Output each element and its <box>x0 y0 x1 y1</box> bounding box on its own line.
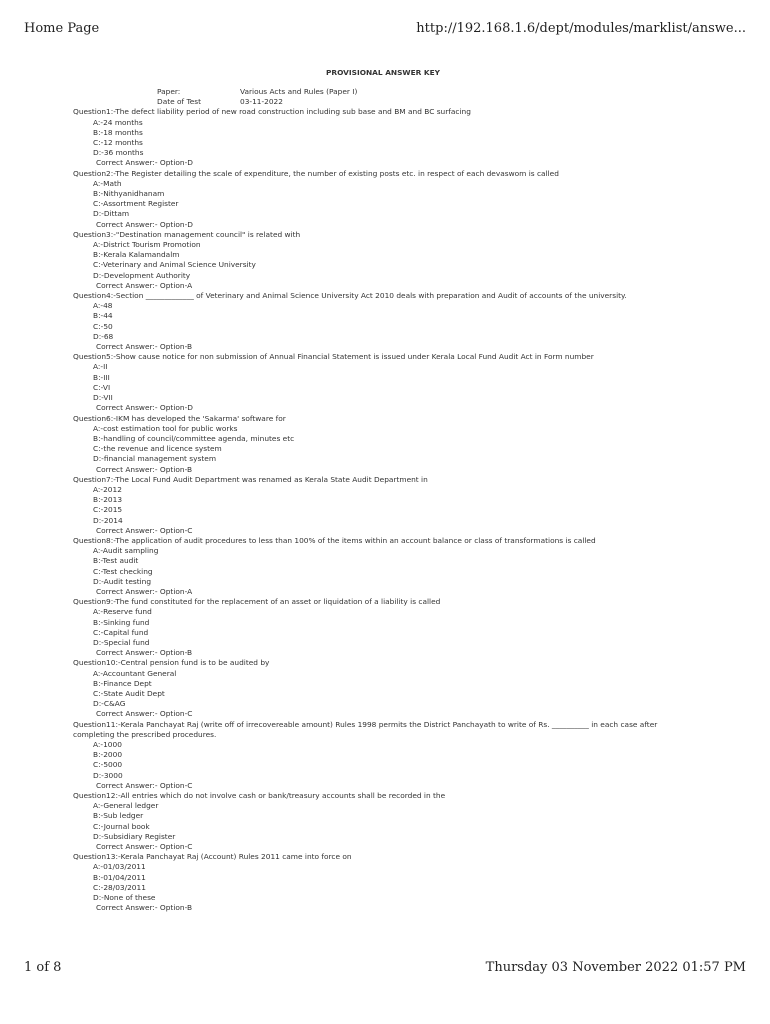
answer-option: D:-Development Authority <box>93 270 191 280</box>
correct-answer: Correct Answer:- Option-D <box>96 219 193 229</box>
document-title: PROVISIONAL ANSWER KEY <box>325 68 441 77</box>
correct-answer: Correct Answer:- Option-C <box>96 842 193 852</box>
answer-option: A:-48 <box>93 301 113 311</box>
question-text: Question13:-Kerala Panchayat Raj (Account) Rules 2011 came into force on <box>73 852 352 862</box>
answer-option: C:-2015 <box>93 505 123 515</box>
question-block <box>73 291 693 352</box>
answer-option: A:-cost estimation tool for public works <box>93 423 238 433</box>
answer-option: D:-financial management system <box>93 454 217 464</box>
correct-answer: Correct Answer:- Option-A <box>96 280 193 290</box>
correct-answer: Correct Answer:- Option-D <box>96 158 193 168</box>
print-timestamp: Thursday 03 November 2022 01:57 PM <box>485 960 746 975</box>
answer-option: B:-18 months <box>93 127 143 137</box>
answer-option: B:-Nithyanidhanam <box>93 189 165 199</box>
answer-option: A:-Math <box>93 178 122 188</box>
question-text: Question12:-All entries which do not involve cash or bank/treasury accounts shall be recorded in the <box>73 791 446 801</box>
date-row <box>157 97 693 107</box>
answer-option: D:-3000 <box>93 770 123 780</box>
answer-option: D:-VII <box>93 393 113 403</box>
correct-answer: Correct Answer:- Option-C <box>96 709 193 719</box>
question-text: Question4:-Section _____________ of Veterinary and Animal Science University Act 2010 deals with preparation and Audit of accounts of the university. <box>73 291 627 301</box>
answer-option: D:-Special fund <box>93 637 150 647</box>
answer-option: A:-District Tourism Promotion <box>93 240 201 250</box>
answer-option: A:-General ledger <box>93 801 159 811</box>
answer-option: D:-Subsidiary Register <box>93 831 176 841</box>
header-url: http://192.168.1.6/dept/modules/marklist/answe... <box>416 21 746 36</box>
answer-option: C:-VI <box>93 382 111 392</box>
answer-option: B:-Sinking fund <box>93 617 150 627</box>
answer-option: A:-Accountant General <box>93 668 177 678</box>
correct-answer: Correct Answer:- Option-B <box>96 903 193 913</box>
answer-option: C:-Journal book <box>93 821 150 831</box>
answer-option: B:-handling of council/committee agenda, minutes etc <box>93 433 295 443</box>
question-text: Question3:-"Destination management council" is related with <box>73 229 301 239</box>
answer-option: C:-12 months <box>93 138 143 148</box>
answer-option: B:-2013 <box>93 495 123 505</box>
answer-option: D:-68 <box>93 331 114 341</box>
answer-option: C:-Veterinary and Animal Science University <box>93 260 256 270</box>
answer-option: C:-State Audit Dept <box>93 688 165 698</box>
answer-key-document <box>73 68 693 913</box>
answer-option: B:-III <box>93 372 110 382</box>
correct-answer: Correct Answer:- Option-D <box>96 403 193 413</box>
paper-label: Paper: <box>157 87 181 96</box>
paper-row <box>157 87 693 97</box>
question-block <box>73 597 693 658</box>
date-value: 03-11-2022 <box>240 97 283 107</box>
question-text: Question9:-The fund constituted for the replacement of an asset or liquidation of a liability is called <box>73 597 441 607</box>
question-text: Question7:-The Local Fund Audit Department was renamed as Kerala State Audit Department in <box>73 474 428 484</box>
answer-option: A:-Reserve fund <box>93 607 152 617</box>
answer-option: A:-1000 <box>93 740 122 749</box>
answer-option: B:-01/04/2011 <box>93 872 146 882</box>
question-text: Question6:-IKM has developed the 'Sakarma' software for <box>73 413 286 423</box>
correct-answer: Correct Answer:- Option-B <box>96 648 193 658</box>
question-block <box>73 720 693 791</box>
answer-option: C:-Assortment Register <box>93 199 179 209</box>
question-block <box>73 414 693 475</box>
header-title: Home Page <box>24 21 100 36</box>
answer-option: C:-the revenue and licence system <box>93 444 222 454</box>
correct-answer: Correct Answer:- Option-B <box>96 464 193 474</box>
answer-option: D:-C&AG <box>93 699 126 709</box>
answer-option: B:-Finance Dept <box>93 678 152 688</box>
answer-option: B:-44 <box>93 311 113 321</box>
paper-value: Various Acts and Rules (Paper I) <box>240 87 358 96</box>
question-block <box>73 852 693 913</box>
answer-option: A:-01/03/2011 <box>93 862 146 872</box>
answer-option: B:-2000 <box>93 750 123 760</box>
answer-option: D:-Audit testing <box>93 576 152 586</box>
answer-option: D:-2014 <box>93 515 123 525</box>
correct-answer: Correct Answer:- Option-C <box>96 525 193 535</box>
question-block <box>73 107 693 168</box>
answer-option: C:-Test checking <box>93 566 153 576</box>
answer-option: C:-50 <box>93 321 113 331</box>
page-header <box>24 21 746 36</box>
question-text: Question11:-Kerala Panchayat Raj (write off of irrecovereable amount) Rules 1998 permits the District Panchayath to write of Rs. __________ in each case after completing the prescribed procedures. <box>73 719 658 739</box>
question-block <box>73 791 693 852</box>
page-footer <box>24 960 746 975</box>
answer-option: C:-5000 <box>93 760 123 770</box>
question-block <box>73 536 693 597</box>
answer-option: C:-28/03/2011 <box>93 882 146 892</box>
correct-answer: Correct Answer:- Option-B <box>96 342 193 352</box>
question-text: Question5:-Show cause notice for non submission of Annual Financial Statement is issued under Kerala Local Fund Audit Act in Form number <box>73 352 594 362</box>
date-label: Date of Test <box>157 97 202 107</box>
page-number: 1 of 8 <box>24 960 62 975</box>
answer-option: A:-2012 <box>93 484 122 494</box>
correct-answer: Correct Answer:- Option-A <box>96 586 193 596</box>
answer-option: C:-Capital fund <box>93 627 149 637</box>
answer-option: D:-Dittam <box>93 209 130 219</box>
question-block <box>73 352 693 413</box>
answer-option: B:-Test audit <box>93 556 139 566</box>
question-block <box>73 475 693 536</box>
question-block <box>73 230 693 291</box>
question-text: Question2:-The Register detailing the scale of expenditure, the number of existing posts etc. in respect of each devaswom is called <box>73 168 559 178</box>
question-block <box>73 169 693 230</box>
question-block <box>73 658 693 719</box>
answer-option: D:-None of these <box>93 893 156 903</box>
question-text: Question8:-The application of audit procedures to less than 100% of the items within an account balance or class of transformations is called <box>73 535 596 545</box>
answer-option: B:-Kerala Kalamandalm <box>93 250 180 260</box>
answer-option: A:-24 months <box>93 117 143 127</box>
answer-option: A:-II <box>93 362 108 372</box>
question-text: Question1:-The defect liability period of new road construction including sub base and BM and BC surfacing <box>73 107 471 117</box>
answer-option: B:-Sub ledger <box>93 811 144 821</box>
question-text: Question10:-Central pension fund is to be audited by <box>73 658 270 668</box>
correct-answer: Correct Answer:- Option-C <box>96 780 193 790</box>
question-list <box>73 107 693 913</box>
answer-option: D:-36 months <box>93 148 144 158</box>
answer-option: A:-Audit sampling <box>93 546 159 556</box>
